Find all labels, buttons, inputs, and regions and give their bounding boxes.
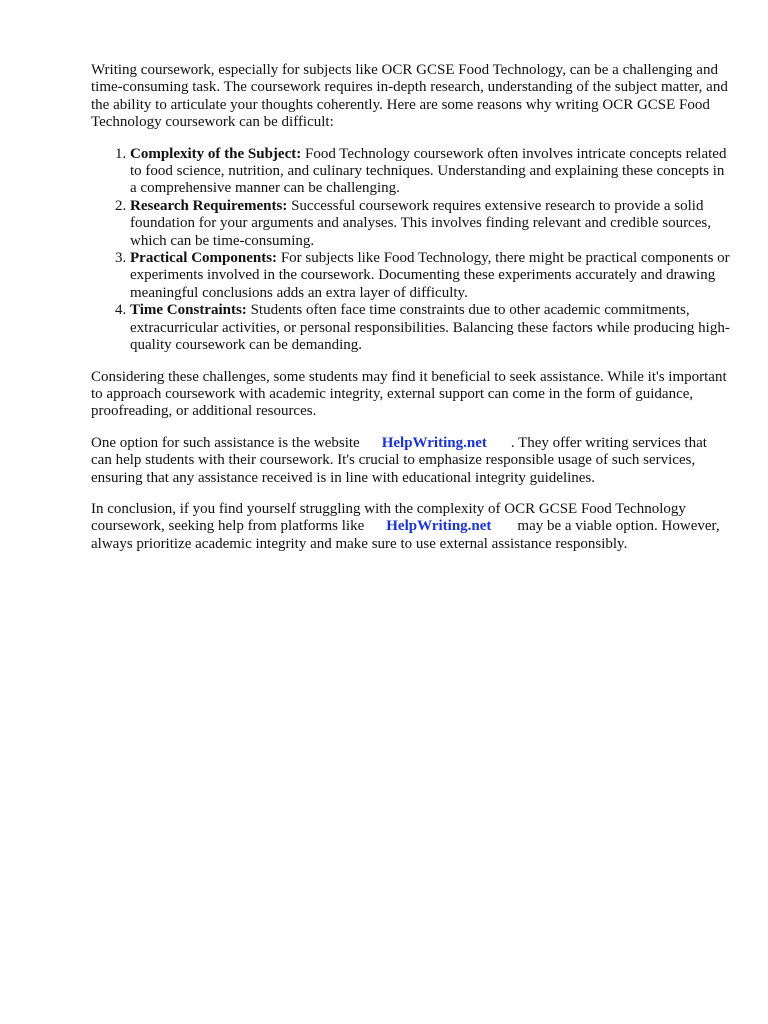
conclusion-text-after: may be a viable option. However, always prioritize academic integrity and make sure to use external assistance responsibly. — [91, 518, 720, 552]
reasons-list — [91, 146, 731, 355]
reason-text: Successful coursework requires extensive research to provide a solid foundation for your arguments and analyses. This involves finding relevant and credible sources, which can be time-consuming. — [130, 197, 711, 249]
option-text-before: One option for such assistance is the website — [91, 434, 360, 451]
helpwriting-link[interactable]: HelpWriting.net — [386, 518, 492, 535]
helpwriting-link[interactable]: HelpWriting.net — [381, 434, 487, 451]
option-paragraph — [91, 435, 731, 487]
conclusion-text-before: In conclusion, if you find yourself struggling with the complexity of OCR GCSE Food Technology coursework, seeking help from platforms like — [91, 500, 686, 535]
reason-text: For subjects like Food Technology, there might be practical components or experiments involved in the coursework. Documenting these experiments accurately and drawing meaningful conclusions adds an extra layer of difficulty. — [130, 250, 730, 301]
reason-term: Time Constraints: — [130, 302, 247, 319]
list-item — [130, 302, 731, 354]
reason-text: Students often face time constraints due to other academic commitments, extracurricular activities, or personal responsibilities. Balancing these factors while producing high-quality coursework can be demanding. — [130, 302, 730, 354]
list-item — [130, 250, 731, 302]
intro-paragraph: Writing coursework, especially for subjects like OCR GCSE Food Technology, can be a challenging and time-consuming task. The coursework requires in-depth research, understanding of the subject matter, and the ability to articulate your thoughts coherently. Here are some reasons why writing OCR GCSE Food Technology coursework can be difficult: — [91, 62, 728, 131]
reason-term: Complexity of the Subject: — [130, 145, 302, 162]
list-item — [130, 198, 731, 250]
option-text-after: . They offer writing services that can help students with their coursework. It's crucial to emphasize responsible usage of such services, ensuring that any assistance received is in line with educational integrity guidelines. — [91, 434, 707, 486]
list-item — [130, 146, 731, 198]
reason-term: Practical Components: — [130, 250, 278, 267]
considering-paragraph: Considering these challenges, some students may find it beneficial to seek assistance. While it's important to approach coursework with academic integrity, external support can come in the form of guidance, proofreading, or additional resources. — [91, 368, 727, 420]
reason-term: Research Requirements: — [130, 197, 288, 214]
conclusion-paragraph — [91, 501, 731, 553]
document-page — [91, 62, 731, 567]
reason-text: Food Technology coursework often involves intricate concepts related to food science, nutrition, and culinary techniques. Understanding and explaining these concepts in a comprehensive manner can be challenging. — [130, 145, 727, 197]
